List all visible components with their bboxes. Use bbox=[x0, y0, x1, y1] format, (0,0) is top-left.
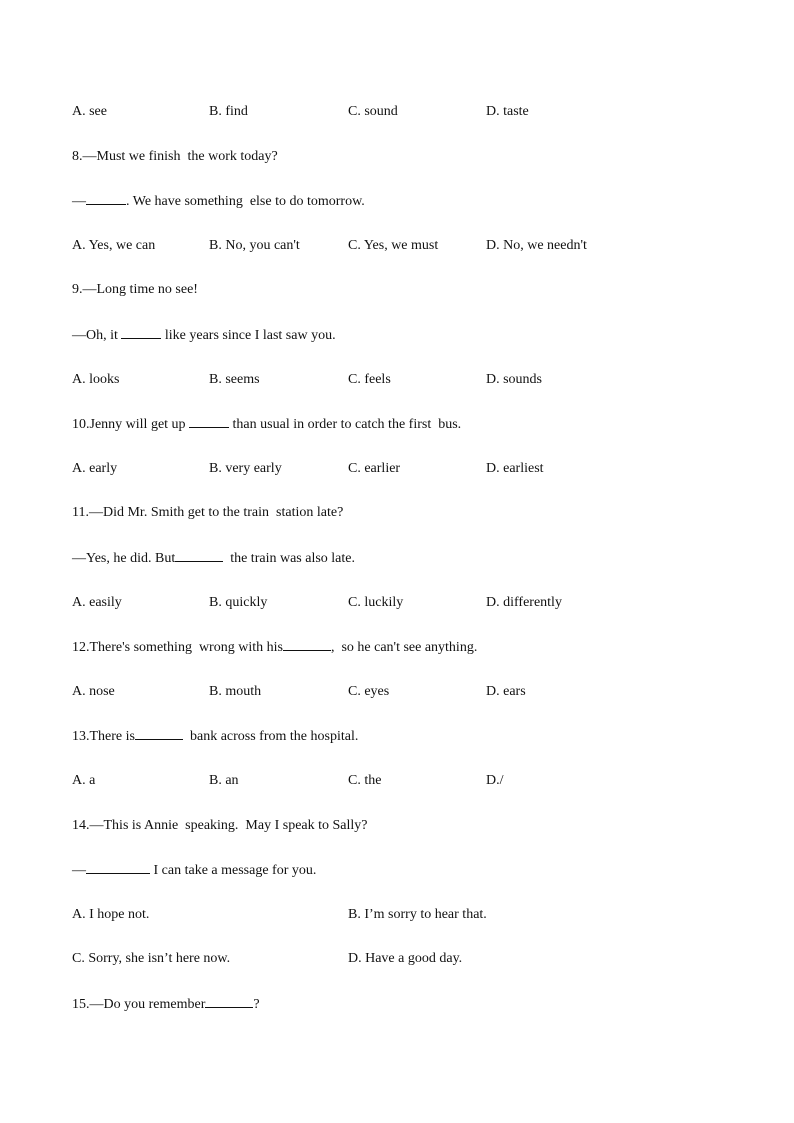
question-line bbox=[72, 727, 358, 746]
question-line: 8.—Must we finish the work today? bbox=[72, 149, 278, 164]
question-text-after: I can take a message for you. bbox=[150, 863, 317, 878]
answer-option[interactable]: A. I hope not. bbox=[72, 907, 150, 922]
options-row bbox=[0, 103, 794, 121]
answer-option[interactable]: C. Sorry, she isn’t here now. bbox=[72, 951, 231, 966]
answer-option[interactable]: B. find bbox=[209, 104, 248, 119]
question-text-before: 12.There's something wrong with his bbox=[72, 640, 283, 655]
answer-option[interactable]: C. eyes bbox=[348, 684, 390, 699]
options-row bbox=[0, 237, 794, 255]
answer-option[interactable]: C. the bbox=[348, 773, 382, 788]
answer-blank[interactable] bbox=[283, 638, 331, 651]
options-row bbox=[0, 906, 794, 924]
answer-blank[interactable] bbox=[86, 861, 150, 874]
question-text-after: . We have something else to do tomorrow. bbox=[126, 194, 365, 209]
answer-option[interactable]: D. No, we needn't bbox=[486, 238, 587, 253]
question-text-before: 10.Jenny will get up bbox=[72, 417, 190, 432]
answer-option[interactable]: A. early bbox=[72, 461, 118, 476]
answer-blank[interactable] bbox=[135, 727, 183, 740]
question-line bbox=[72, 638, 477, 657]
answer-option[interactable]: C. luckily bbox=[348, 595, 404, 610]
answer-option[interactable]: C. feels bbox=[348, 372, 391, 387]
answer-option[interactable]: B. mouth bbox=[209, 684, 262, 699]
answer-option[interactable]: D. earliest bbox=[486, 461, 544, 476]
question-text-after: like years since I last saw you. bbox=[161, 328, 336, 343]
question-text-after: the train was also late. bbox=[223, 551, 355, 566]
question-line: 14.—This is Annie speaking. May I speak to Sally? bbox=[72, 818, 368, 833]
answer-option[interactable]: A. a bbox=[72, 773, 96, 788]
answer-option[interactable]: D./ bbox=[486, 773, 504, 788]
answer-option[interactable]: A. easily bbox=[72, 595, 122, 610]
question-text-after: , so he can't see anything. bbox=[330, 640, 478, 655]
answer-option[interactable]: B. very early bbox=[209, 461, 282, 476]
answer-blank[interactable] bbox=[189, 415, 229, 428]
answer-option[interactable]: A. nose bbox=[72, 684, 115, 699]
question-text-after: bank across from the hospital. bbox=[182, 729, 359, 744]
question-text-before: — bbox=[72, 863, 86, 878]
question-text-after: ? bbox=[253, 997, 260, 1012]
answer-blank[interactable] bbox=[86, 192, 126, 205]
options-row bbox=[0, 683, 794, 701]
answer-option[interactable]: B. seems bbox=[209, 372, 260, 387]
answer-option[interactable]: B. I’m sorry to hear that. bbox=[348, 907, 487, 922]
question-line: 11.—Did Mr. Smith get to the train station late? bbox=[72, 505, 344, 520]
question-text-before: 13.There is bbox=[72, 729, 135, 744]
answer-option[interactable]: D. Have a good day. bbox=[348, 951, 463, 966]
answer-blank[interactable] bbox=[121, 326, 161, 339]
options-row bbox=[0, 371, 794, 389]
question-line bbox=[72, 995, 260, 1014]
question-line: 9.—Long time no see! bbox=[72, 282, 198, 297]
answer-option[interactable]: D. taste bbox=[486, 104, 529, 119]
question-line bbox=[72, 549, 355, 568]
options-row bbox=[0, 950, 794, 968]
answer-option[interactable]: D. differently bbox=[486, 595, 562, 610]
answer-option[interactable]: A. Yes, we can bbox=[72, 238, 156, 253]
question-line bbox=[72, 192, 365, 211]
answer-option[interactable]: B. No, you can't bbox=[209, 238, 300, 253]
options-row bbox=[0, 772, 794, 790]
question-text-after: than usual in order to catch the first bus. bbox=[229, 417, 462, 432]
question-line bbox=[72, 415, 461, 434]
answer-option[interactable]: D. sounds bbox=[486, 372, 543, 387]
answer-blank[interactable] bbox=[205, 995, 253, 1008]
question-text-before: — bbox=[72, 194, 86, 209]
answer-option[interactable]: C. earlier bbox=[348, 461, 401, 476]
question-text-before: —Oh, it bbox=[72, 328, 122, 343]
answer-option[interactable]: D. ears bbox=[486, 684, 526, 699]
question-line bbox=[72, 326, 336, 345]
answer-option[interactable]: A. see bbox=[72, 104, 107, 119]
answer-option[interactable]: C. Yes, we must bbox=[348, 238, 439, 253]
answer-option[interactable]: B. quickly bbox=[209, 595, 268, 610]
options-row bbox=[0, 460, 794, 478]
answer-option[interactable]: B. an bbox=[209, 773, 239, 788]
question-text-before: —Yes, he did. But bbox=[72, 551, 176, 566]
answer-blank[interactable] bbox=[175, 549, 223, 562]
question-text-before: 15.—Do you remember bbox=[72, 997, 206, 1012]
question-line bbox=[72, 861, 316, 880]
options-row bbox=[0, 594, 794, 612]
answer-option[interactable]: A. looks bbox=[72, 372, 120, 387]
answer-option[interactable]: C. sound bbox=[348, 104, 398, 119]
